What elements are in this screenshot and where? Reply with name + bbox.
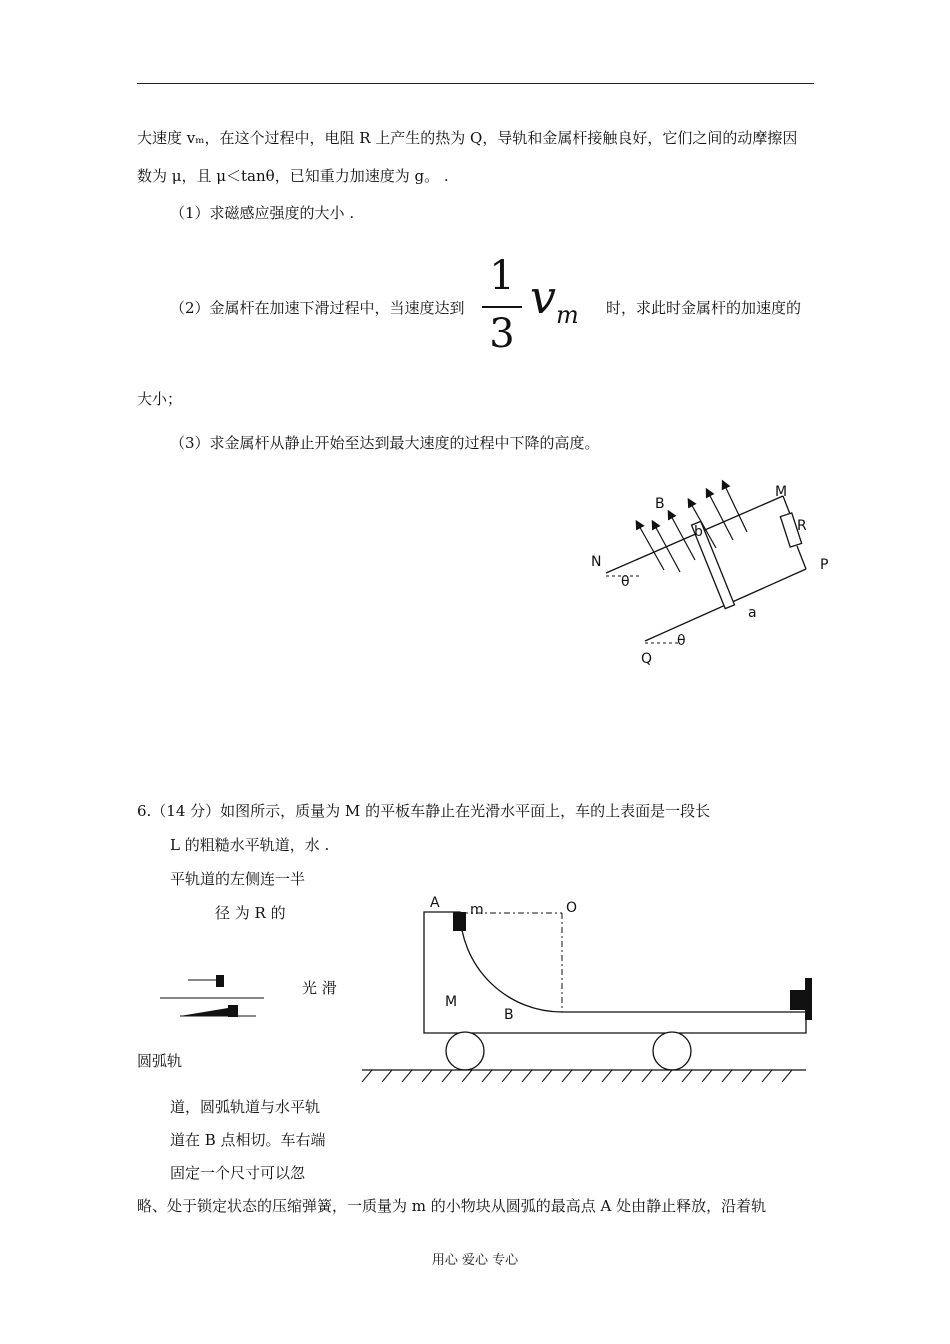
text-line-1: 大速度 vₘ，在这个过程中，电阻 R 上产生的热为 Q，导轨和金属杆接触良好，它们之间的动摩擦因: [137, 129, 798, 147]
velocity-v: v: [530, 270, 556, 324]
problem-6-line-10: 略、处于锁定状态的压缩弹簧，一质量为 m 的小物块从圆弧的最高点 A 处由静止释放，沿着轨: [137, 1197, 767, 1215]
spring-wall: [805, 978, 812, 1020]
page-footer: 用心 爱心 专心: [431, 1253, 519, 1268]
fraction-numerator: 1: [489, 253, 515, 299]
question-3: （3）求金属杆从静止开始至达到最大速度的过程中下降的高度。: [170, 434, 600, 452]
cart-body: [424, 912, 806, 1033]
label-p: P: [820, 557, 829, 573]
label-a: a: [748, 605, 757, 621]
label-r: R: [797, 518, 807, 534]
label-theta-top: θ: [621, 574, 630, 590]
problem-6-line-9: 固定一个尺寸可以忽: [170, 1164, 306, 1182]
question-2-start: （2）金属杆在加速下滑过程中，当速度达到: [170, 299, 465, 317]
fraction-denominator: 3: [489, 311, 515, 357]
question-2-tail: 大小；: [137, 390, 183, 408]
problem-6-line-8: 道在 B 点相切。车右端: [170, 1131, 326, 1149]
label-m: M: [775, 484, 788, 500]
label-a-point: A: [430, 895, 440, 911]
label-q: Q: [641, 651, 653, 667]
problem-6-line-1: 6.（14 分）如图所示，质量为 M 的平板车静止在光滑水平面上，车的上表面是一段长: [137, 802, 711, 820]
problem-6-line-7: 道，圆弧轨道与水平轨: [170, 1098, 321, 1116]
label-n: N: [591, 554, 602, 570]
ground-hatching: [362, 1070, 792, 1082]
label-m-block: m: [470, 902, 484, 918]
label-theta-bottom: θ: [677, 633, 686, 649]
problem-6-line-4: 径 为 R 的: [215, 904, 286, 922]
label-b-point: B: [504, 1007, 514, 1023]
label-o-center: O: [566, 900, 578, 916]
text-line-2: 数为 μ，且 μ＜tanθ，已知重力加速度为 g。 .: [137, 167, 449, 185]
small-block-m: [453, 912, 466, 931]
wheel-right: [653, 1032, 691, 1070]
problem-6-line-3: 平轨道的左侧连一半: [170, 870, 306, 888]
problem-6-line-6: 圆弧轨: [137, 1052, 183, 1070]
velocity-subscript: m: [556, 301, 579, 330]
spring-block: [790, 990, 806, 1010]
wheel-left: [446, 1032, 484, 1070]
question-2-end: 时，求此时金属杆的加速度的: [606, 299, 802, 317]
label-b-field: B: [655, 496, 665, 512]
label-b-rod: b: [694, 524, 703, 540]
problem-6-line-5: 光 滑: [302, 979, 337, 997]
question-1: （1）求磁感应强度的大小 .: [170, 204, 355, 222]
problem-6-line-2: L 的粗糙水平轨道，水 .: [170, 836, 330, 854]
label-m-cart: M: [445, 994, 458, 1010]
